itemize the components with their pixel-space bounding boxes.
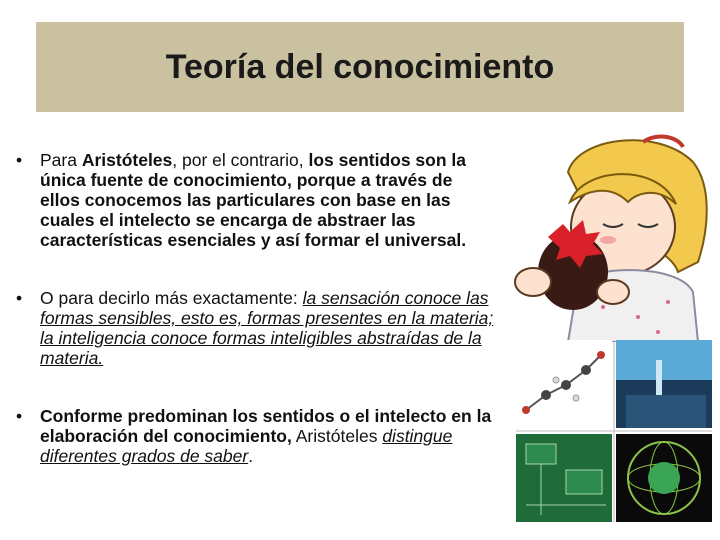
bullet-1-part-2: Aristóteles (81, 150, 173, 170)
bullet-item-2 (16, 288, 496, 368)
bullet-dot-icon: • (16, 406, 23, 426)
bullet-item-3 (16, 406, 496, 466)
bullet-3-lead: Conforme predominan los sentidos o el intelecto en la elaboración del conocimiento, (40, 406, 492, 446)
bullet-dot-icon: • (16, 150, 23, 170)
bullet-dot-icon: • (16, 288, 23, 308)
bullet-2-underlined: la sensación conoce las formas sensibles, esto es, formas presentes en la materia; la inteligencia conoce formas inteligibles abstraídas de la materia. (40, 288, 494, 368)
circuit-board-image (516, 434, 612, 522)
molecule-model-image (516, 340, 612, 428)
science-photo-grid (516, 340, 712, 522)
bullet-3-tail: . (248, 446, 254, 466)
slide-title: Teoría del conocimiento (165, 47, 555, 86)
bullet-1-part-4: los sentidos son la única fuente de conocimiento, porque a través de ellos conocemos las particulares con base en las cuales el intelecto se encarga de abstraer las características esenciales y así formar el universal. (40, 150, 467, 250)
bullet-3-mid: Aristóteles (291, 426, 383, 446)
girl-smelling-rose-illustration (508, 132, 716, 342)
bullet-2-lead: O para decirlo más exactamente: (40, 288, 303, 308)
bullet-1-part-3: , por el contrario, (172, 150, 309, 170)
city-lights-image (616, 340, 712, 428)
geodesic-sphere-image (616, 434, 712, 522)
title-bar (36, 22, 684, 112)
bullet-1-part-1: Para (40, 150, 82, 170)
bullet-list (16, 150, 496, 504)
bullet-3-underlined: distingue diferentes grados de saber (40, 426, 453, 466)
bullet-item-1 (16, 150, 496, 250)
